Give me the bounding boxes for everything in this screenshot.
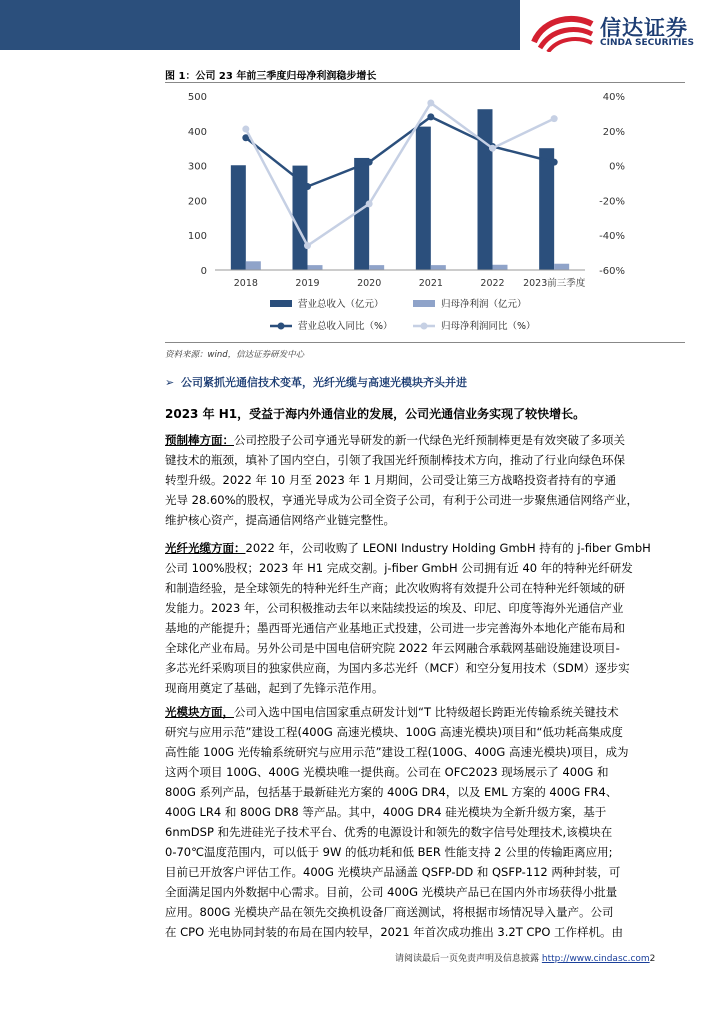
cinda-logo-icon	[530, 12, 596, 52]
paragraph-line	[165, 702, 685, 722]
bar-revenue	[478, 109, 493, 270]
x-tick-label: 2018	[233, 278, 258, 289]
legend-label: 营业总收入同比（%）	[298, 321, 393, 332]
paragraph-preform	[165, 430, 685, 530]
bar-revenue	[539, 148, 554, 270]
brand-logo	[530, 12, 720, 52]
point-revenue-yoy	[304, 183, 311, 190]
paragraph-line: 多芯光纤采购项目的独家供应商，为国内多芯光纤（MCF）和空分复用技术（SDM）逐步实	[165, 661, 630, 675]
point-net-profit-yoy	[242, 126, 249, 133]
paragraph-line: 在 CPO 光电协同封装的布局在国内较早，2021 年首次成功推出 3.2T CPO 工作样机。由	[165, 925, 624, 939]
y-left-tick-label: 400	[187, 126, 207, 138]
paragraph-line: 这两个项目 100G、400G 光模块唯一提供商。公司在 OFC2023 现场展示了 400G 和	[165, 765, 609, 779]
y-left-tick-label: 0	[200, 266, 207, 277]
section-bullet	[165, 374, 467, 390]
legend-label: 营业总收入（亿元）	[298, 299, 384, 310]
figure-source: 资料来源：wind，信达证券研发中心	[165, 350, 305, 360]
page-footer	[395, 951, 655, 964]
paragraph-line: 应用。800G 光模块产品在领先交换机设备厂商送测试，将根据市场情况导入量产。公司	[165, 905, 614, 919]
paragraph-line: 维护核心资产，提高通信网络产业链完整性。	[165, 513, 395, 527]
bar-revenue	[231, 165, 246, 270]
revenue-profit-chart	[165, 84, 685, 340]
paragraph-text: 2022 年，公司收购了 LEONI Industry Holding GmbH 持有的 j-fiber GmbH	[245, 541, 651, 555]
section-bullet-text: 公司紧抓光通信技术变革，光纤光缆与高速光模块齐头并进	[181, 376, 467, 389]
legend-marker	[421, 323, 428, 330]
point-revenue-yoy	[551, 159, 558, 166]
figure-title: 图 1：公司 23 年前三季度归母净利润稳步增长	[165, 71, 377, 82]
y-right-tick-label: -40%	[599, 231, 625, 243]
y-right-tick-label: 0%	[609, 161, 625, 173]
point-revenue-yoy	[427, 113, 434, 120]
y-right-tick-label: -60%	[599, 266, 625, 277]
paragraph-line: 键技术的瓶颈，填补了国内空白，引领了我国光纤预制棒技术方向，推动了行业向绿色环保	[165, 453, 625, 467]
paragraph-line: 800G 系列产品，包括基于最新硅光方案的 400G DR4，以及 EML 方案的 400G FR4、	[165, 785, 618, 799]
point-net-profit-yoy	[427, 99, 434, 106]
y-right-tick-label: 20%	[602, 126, 625, 138]
paragraph-fiber-cable	[165, 538, 685, 698]
header-band	[0, 0, 520, 50]
bar-net-profit	[431, 265, 446, 270]
bar-net-profit	[369, 265, 384, 270]
legend-swatch	[270, 300, 292, 307]
paragraph-line: 全面满足国内外数据中心需求。目前，公司 400G 光模块产品已在国内外市场获得小批量	[165, 885, 618, 899]
paragraph-line: 0-70℃温度范围内，可以低于 9W 的低功耗和低 BER 性能支持 2 公里的传输距离应用;	[165, 845, 613, 859]
paragraph-line: 转型升级。2022 年 10 月至 2023 年 1 月期间，公司受让第三方战略投资者持有的亨通	[165, 473, 617, 487]
point-net-profit-yoy	[489, 145, 496, 152]
paragraph-line: 研究与应用示范”建设工程(400G 高速光模块、100G 高速光模块)项目和“低功耗高集成度	[165, 725, 623, 739]
paragraph-line: 高性能 100G 光传输系统研究与应用示范”建设工程(100G、400G 高速光模块)项目，成为	[165, 745, 629, 759]
paragraph-line: 现商用奠定了基础，起到了先锋示范作用。	[165, 681, 384, 695]
legend-marker	[278, 323, 285, 330]
paragraph-text: 公司入选中国电信国家重点研发计划“T 比特级超长跨距光传输系统关键技术	[234, 705, 619, 719]
x-tick-label: 2020	[357, 278, 382, 289]
bar-net-profit	[308, 265, 323, 270]
paragraph-line: 发能力。2023 年，公司积极推动去年以来陆续投运的埃及、印尼、印度等海外光通信产业	[165, 601, 624, 615]
x-tick-label: 2023前三季度	[523, 278, 586, 289]
figure-bottom-rule	[165, 342, 685, 343]
y-right-tick-label: -20%	[599, 196, 625, 208]
paragraph-label: 预制棒方面：	[165, 433, 234, 447]
paragraph-line: 目前已开放客户评估工作。400G 光模块产品涵盖 QSFP-DD 和 QSFP-112 两种封装，可	[165, 865, 621, 879]
paragraph-line: 400G LR4 和 800G DR8 等产品。其中，400G DR4 硅光模块为全新升级方案，基于	[165, 805, 607, 819]
paragraph-line	[165, 538, 685, 558]
x-tick-label: 2019	[295, 278, 320, 289]
brand-name-cn: 信达证券	[600, 16, 688, 40]
footer-link[interactable]: http://www.cindasc.com	[541, 954, 650, 964]
paragraph-text: 公司控股子公司亨通光导研发的新一代绿色光纤预制棒更是有效突破了多项关	[234, 433, 625, 447]
x-tick-label: 2022	[480, 278, 505, 289]
bar-net-profit	[493, 265, 508, 270]
paragraph-line: 光导 28.60%的股权，亨通光导成为公司全资子公司，有利于公司进一步聚焦通信网络产业，	[165, 493, 639, 507]
paragraph-line: 基地的产能提升；墨西哥光通信产业基地正式投建，公司进一步完善海外本地化产能布局和	[165, 621, 625, 635]
y-right-tick-label: 40%	[602, 92, 625, 103]
paragraph-line	[165, 430, 685, 450]
point-revenue-yoy	[366, 159, 373, 166]
bar-net-profit	[246, 261, 261, 270]
y-left-tick-label: 200	[187, 196, 207, 208]
legend-label: 归母净利润（亿元）	[441, 299, 527, 310]
paragraph-label: 光纤光缆方面：	[165, 541, 246, 555]
paragraph-line: 和制造经验，是全球领先的特种光纤生产商；此次收购将有效提升公司在特种光纤领域的研	[165, 581, 625, 595]
footer-disclaimer: 请阅读最后一页免责声明及信息披露	[395, 954, 542, 964]
legend-swatch	[413, 300, 435, 307]
y-left-tick-label: 100	[187, 231, 207, 243]
bar-revenue	[416, 127, 431, 270]
arrow-bullet-icon: ➢	[165, 376, 175, 389]
section-lead: 2023 年 H1，受益于海内外通信业的发展，公司光通信业务实现了较快增长。	[165, 407, 586, 421]
point-net-profit-yoy	[304, 242, 311, 249]
bar-net-profit	[554, 264, 569, 270]
paragraph-line: 公司 100%股权；2023 年 H1 完成交割。j-fiber GmbH 公司拥有近 40 年的特种光纤研发	[165, 561, 633, 575]
paragraph-line: 6nmDSP 和先进硅光子技术平台、优秀的电源设计和领先的数字信号处理技术,该模块在	[165, 825, 613, 839]
brand-name-en: CINDA SECURITIES	[600, 38, 694, 48]
y-left-tick-label: 500	[187, 92, 207, 103]
point-net-profit-yoy	[551, 115, 558, 122]
point-net-profit-yoy	[366, 200, 373, 207]
figure-top-rule	[165, 82, 685, 83]
x-tick-label: 2021	[418, 278, 443, 289]
legend-label: 归母净利润同比（%）	[441, 321, 536, 332]
paragraph-label: 光模块方面，	[165, 705, 234, 719]
paragraph-optical-module	[165, 702, 685, 942]
y-left-tick-label: 300	[187, 161, 207, 173]
page-number: 2	[649, 954, 656, 964]
paragraph-line: 全球化产业布局。另外公司是中国电信研究院 2022 年云网融合承载网基础设施建设项目-	[165, 641, 620, 655]
